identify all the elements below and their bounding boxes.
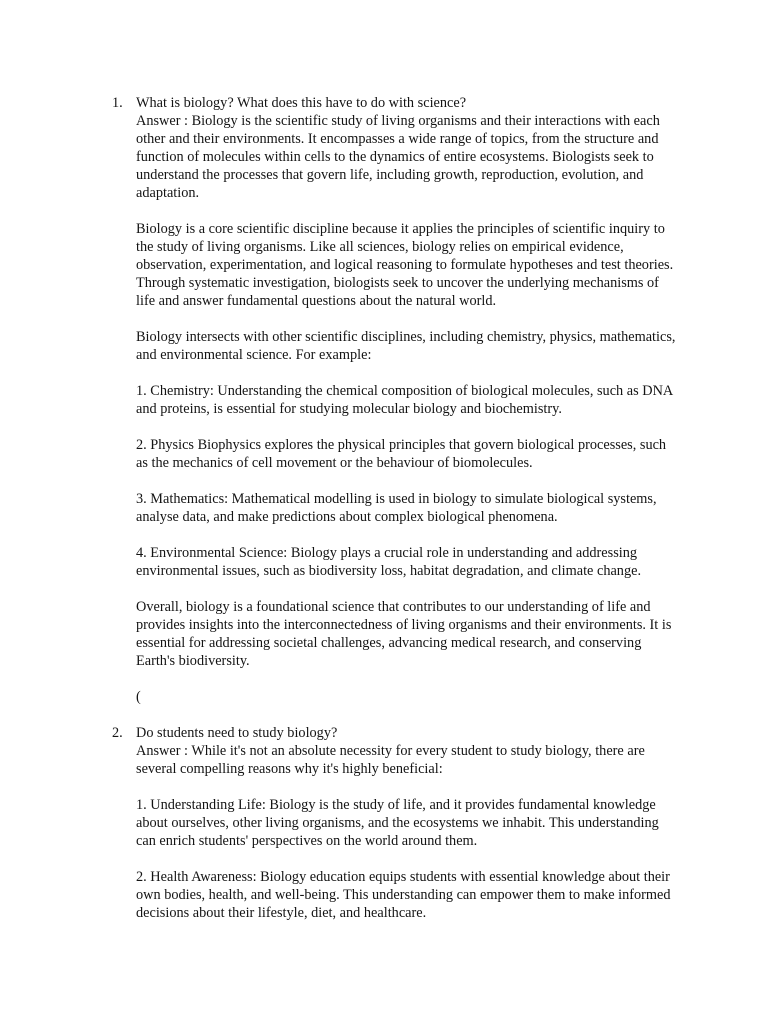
question-text: What is biology? What does this have to do with science?: [136, 95, 467, 111]
answer-paragraph: Answer : Biology is the scientific study of living organisms and their interactions with each other and their environments. It encompasses a wide range of topics, from the structure and function of molecules within cells to the dynamics of entire ecosystems. Biologists seek to understand the processes that govern life, including growth, reproduction, evolution, and adaptation.: [136, 113, 660, 201]
document-page: [0, 94, 768, 922]
answer-paragraph: Overall, biology is a foundational science that contributes to our understanding of life and provides insights into the interconnectedness of living organisms and their environments. It is essential for addressing societal challenges, advancing medical research, and conserving Earth's biodiversity.: [136, 599, 672, 669]
question-item-1: [0, 94, 680, 706]
stray-parenthesis: (: [136, 689, 141, 705]
answer-list-item: 1. Chemistry: Understanding the chemical composition of biological molecules, such as DNA and proteins, is essential for studying molecular biology and biochemistry.: [136, 383, 673, 417]
answer-list-item: 1. Understanding Life: Biology is the study of life, and it provides fundamental knowledge about ourselves, other living organisms, and the ecosystems we inhabit. This understanding can enrich students' perspectives on the world around them.: [136, 797, 659, 849]
answer-paragraph: Answer : While it's not an absolute necessity for every student to study biology, there are several compelling reasons why it's highly beneficial:: [136, 743, 645, 777]
question-item-2: [0, 724, 680, 922]
answer-paragraph: Biology intersects with other scientific disciplines, including chemistry, physics, mathematics, and environmental science. For example:: [136, 329, 676, 363]
answer-list-item: 3. Mathematics: Mathematical modelling is used in biology to simulate biological systems, analyse data, and make predictions about complex biological phenomena.: [136, 491, 657, 525]
question-text: Do students need to study biology?: [136, 725, 338, 741]
answer-list-item: 4. Environmental Science: Biology plays a crucial role in understanding and addressing environmental issues, such as biodiversity loss, habitat degradation, and climate change.: [136, 545, 642, 579]
answer-list-item: 2. Health Awareness: Biology education equips students with essential knowledge about their own bodies, health, and well-being. This understanding can empower them to make informed decisions about their lifestyle, diet, and healthcare.: [136, 869, 671, 921]
question-number: 1.: [112, 95, 123, 111]
answer-list-item: 2. Physics Biophysics explores the physical principles that govern biological processes, such as the mechanics of cell movement or the behaviour of biomolecules.: [136, 437, 667, 471]
question-number: 2.: [112, 725, 123, 741]
answer-paragraph: Biology is a core scientific discipline because it applies the principles of scientific inquiry to the study of living organisms. Like all sciences, biology relies on empirical evidence, observation, experimentation, and logical reasoning to formulate hypotheses and test theories. Through systematic investigation, biologists seek to uncover the underlying mechanisms of life and answer fundamental questions about the natural world.: [136, 221, 674, 309]
